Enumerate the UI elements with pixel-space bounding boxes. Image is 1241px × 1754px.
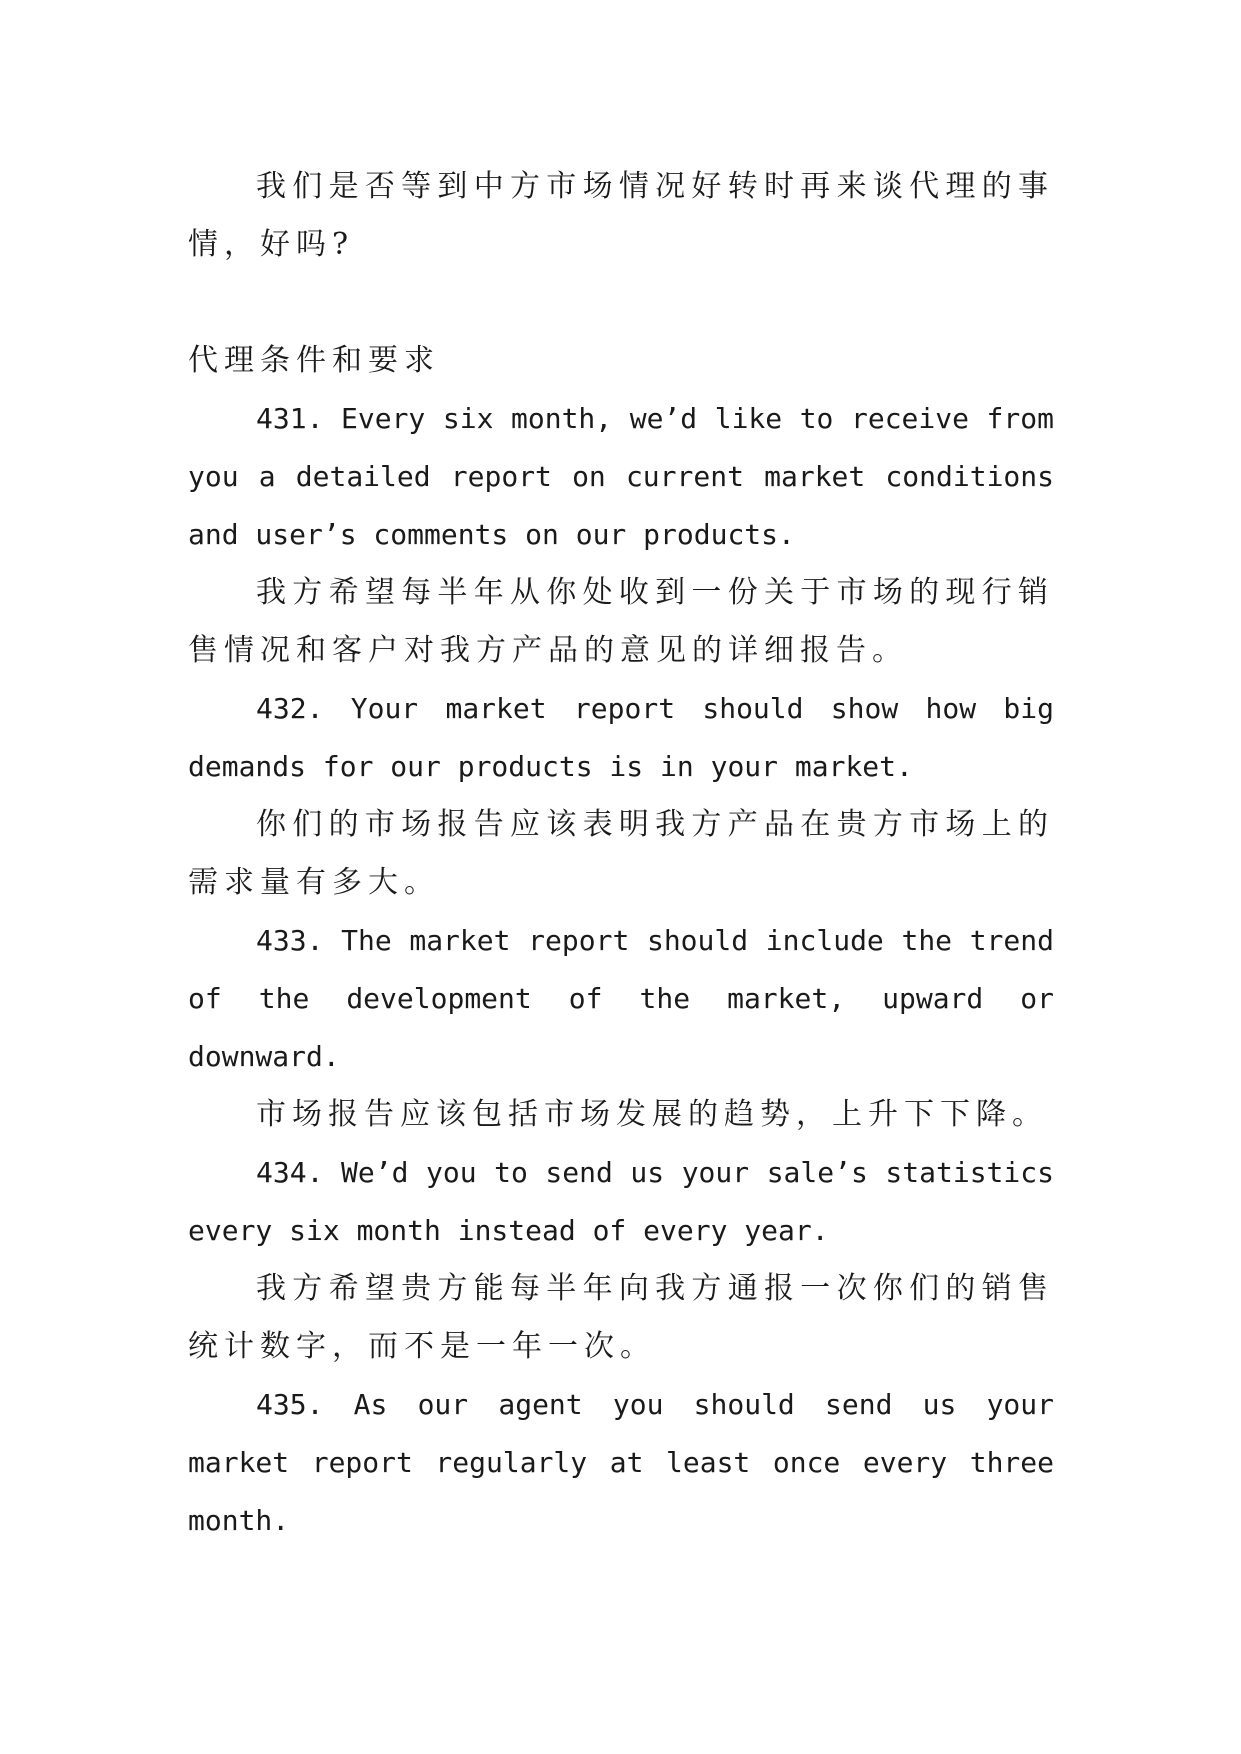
- section-heading: 代理条件和要求: [188, 343, 440, 378]
- paragraph-432-english: 432. Your market report should show how big demands for our products is in your market.: [188, 692, 1054, 783]
- paragraph-432-chinese: 你们的市场报告应该表明我方产品在贵方市场上的需求量有多大。: [188, 807, 1054, 900]
- paragraph-431-chinese: 我方希望每半年从你处收到一份关于市场的现行销售情况和客户对我方产品的意见的详细报告。: [188, 575, 1054, 668]
- paragraph-433-english: 433. The market report should include the trend of the development of the market, upward or downward.: [188, 924, 1054, 1073]
- paragraph-434-chinese: 我方希望贵方能每半年向我方通报一次你们的销售统计数字，而不是一年一次。: [188, 1271, 1054, 1364]
- paragraph-intro-question: 我们是否等到中方市场情况好转时再来谈代理的事情，好吗?: [188, 169, 1054, 262]
- paragraph-433-chinese: 市场报告应该包括市场发展的趋势，上升下下降。: [256, 1097, 1048, 1132]
- document-body: [188, 158, 1054, 1550]
- paragraph-435-english: 435. As our agent you should send us your market report regularly at least once every three month.: [188, 1388, 1054, 1537]
- paragraph-434-english: 434. We’d you to send us your sale’s statistics every six month instead of every year.: [188, 1156, 1054, 1247]
- paragraph-431-english: 431. Every six month, we’d like to receive from you a detailed report on current market conditions and user’s comments on our products.: [188, 402, 1054, 551]
